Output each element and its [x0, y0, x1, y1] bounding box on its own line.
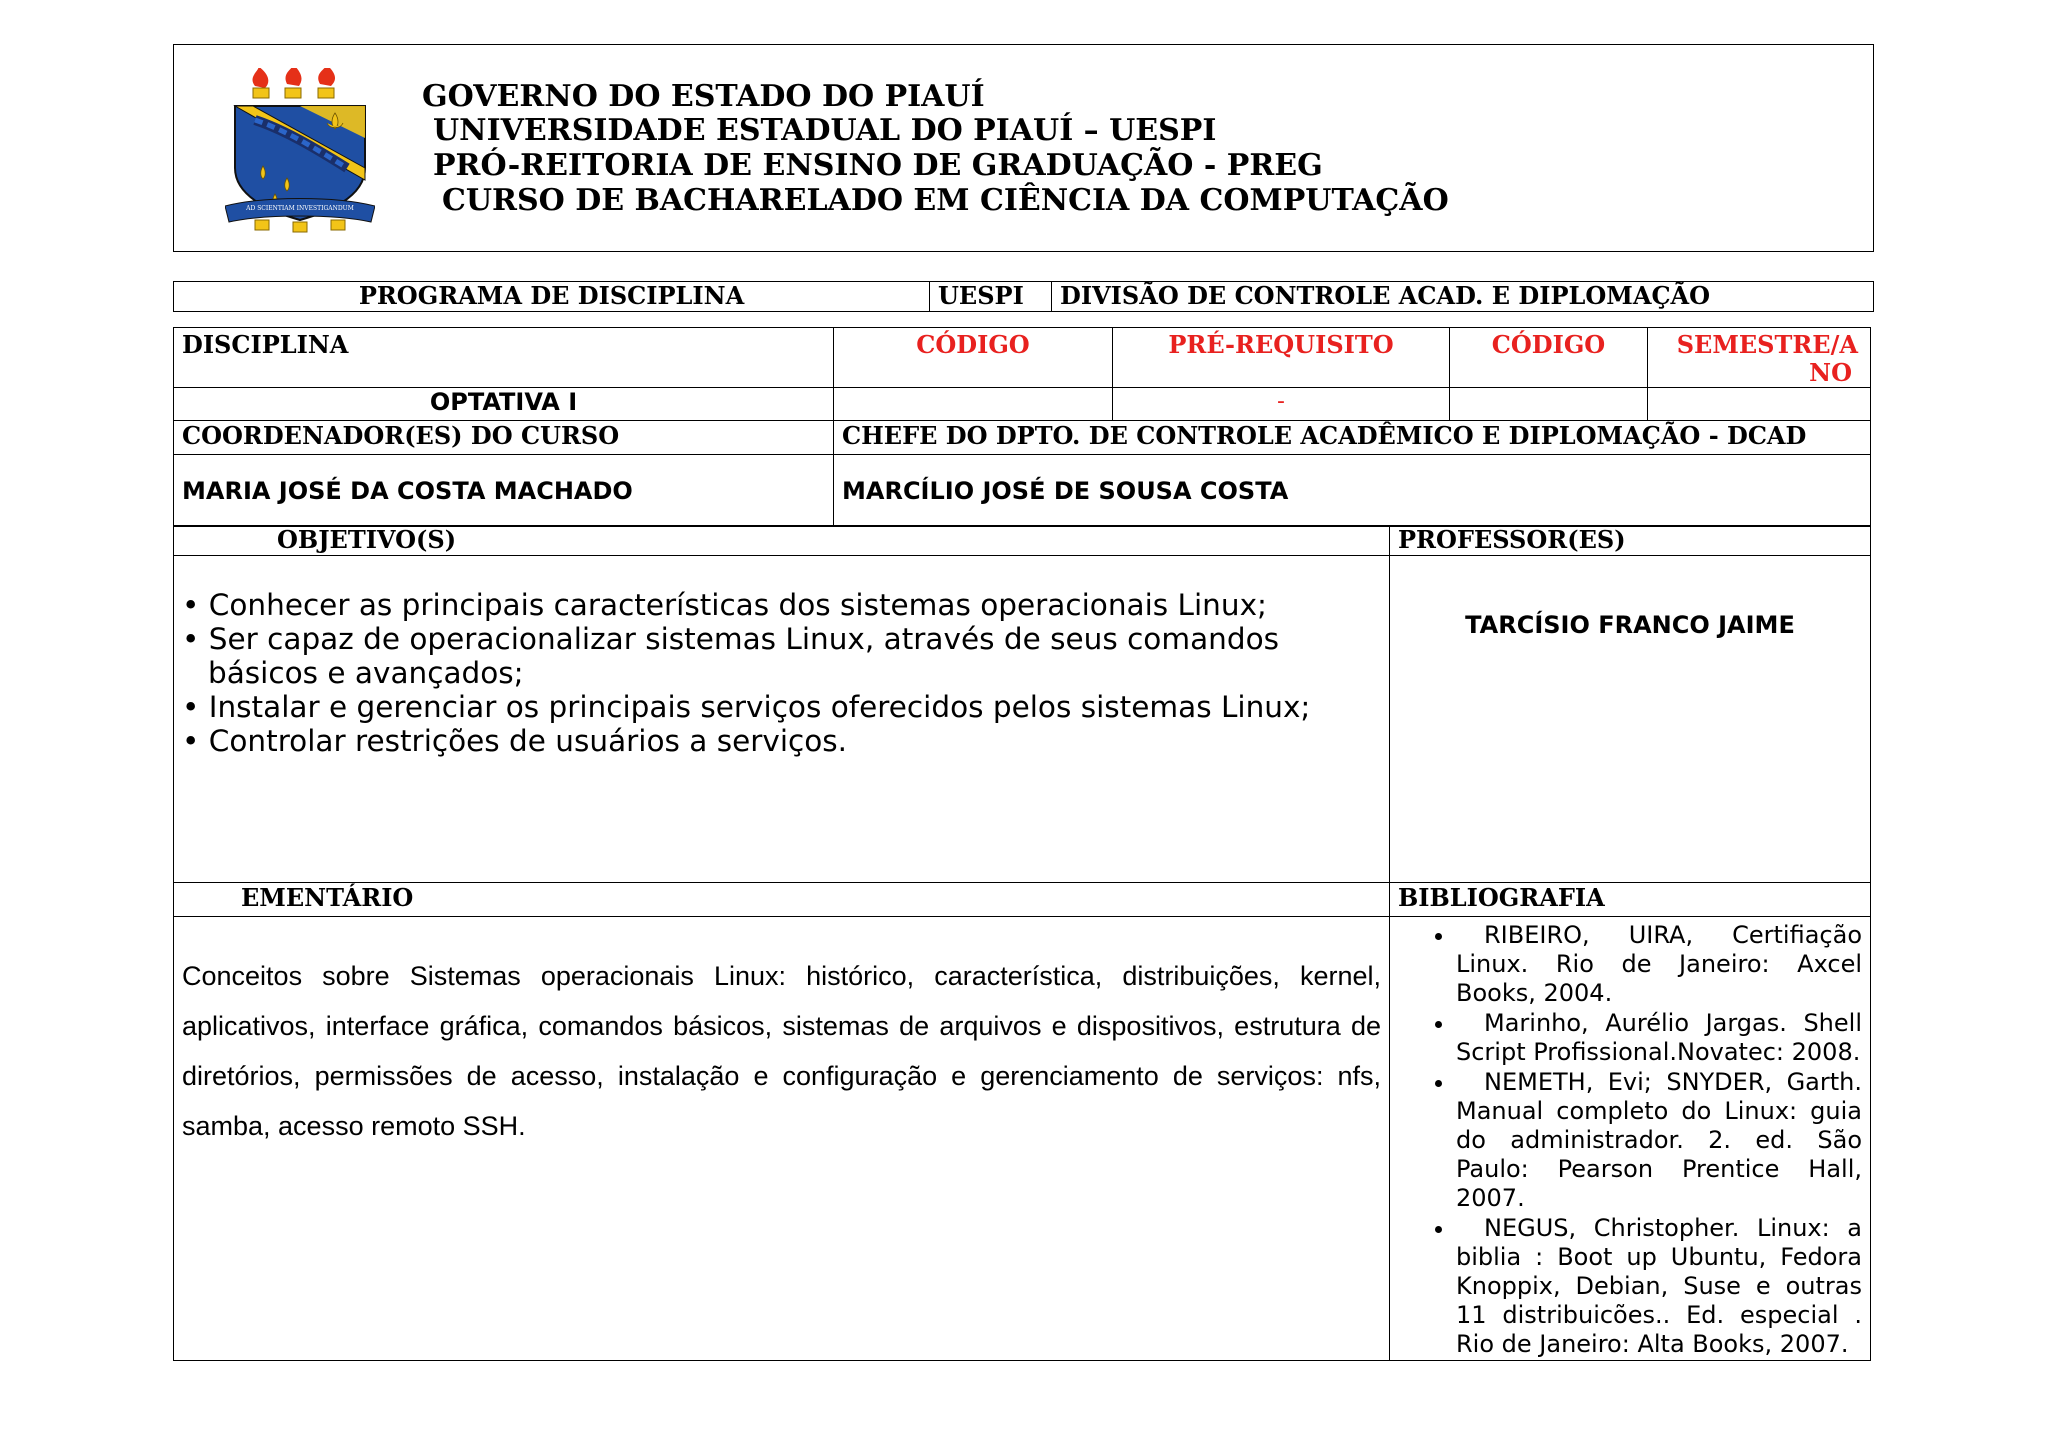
semestre-header-line1: SEMESTRE/A [1676, 330, 1858, 359]
objetivo-item: • Ser capaz de operacionalizar sistemas Linux, através de seus comandos básicos e avançados; [182, 622, 1279, 690]
bibliografia-item: • NEMETH, Evi; SNYDER, Garth. Manual completo do Linux: guia do administrador. 2. ed. São Paulo: Pearson Prentice Hall, 2007. [1456, 1068, 1862, 1213]
program-title: PROGRAMA DE DISCIPLINA [174, 282, 930, 312]
program-institution: UESPI [930, 282, 1052, 312]
header-box [173, 44, 1874, 252]
objectives-table [173, 525, 1871, 1361]
program-bar [173, 281, 1874, 312]
semestre-header-line2: NO [1809, 358, 1852, 387]
chief-name: MARCÍLIO JOSÉ DE SOUSA COSTA [834, 455, 1871, 527]
objetivo-item: • Controlar restrições de usuários a serviços. [182, 724, 848, 758]
ementario-text: Conceitos sobre Sistemas operacionais Linux: histórico, característica, distribuições, kernel, aplicativos, interface gráfica, comandos básicos, sistemas de arquivos e dispositivos, estrutura de diretórios, permissões de acesso, instalação e configuração e gerenciamento de serviços: nfs, samba, acesso remoto SSH. [182, 961, 1381, 1141]
ementario-label: EMENTÁRIO [174, 883, 1390, 917]
semestre-value [1648, 388, 1871, 421]
objetivo-item: • Conhecer as principais características dos sistemas operacionais Linux; [182, 588, 1267, 622]
coordinator-label: COORDENADOR(ES) DO CURSO [174, 421, 834, 455]
semestre-header [1648, 328, 1871, 388]
discipline-table [173, 327, 1871, 527]
professores-label: PROFESSOR(ES) [1390, 526, 1871, 556]
bibliografia-content [1390, 917, 1871, 1361]
codigo2-header: CÓDIGO [1450, 328, 1648, 388]
header-line-course: CURSO DE BACHARELADO EM CIÊNCIA DA COMPUTAÇÃO [442, 183, 1449, 218]
disciplina-value: OPTATIVA I [174, 388, 834, 421]
header-line-university: UNIVERSIDADE ESTADUAL DO PIAUÍ – UESPI [433, 113, 1217, 148]
professor-name: TARCÍSIO FRANCO JAIME [1390, 556, 1871, 883]
bibliografia-item: • Marinho, Aurélio Jargas. Shell Script Profissional.Novatec: 2008. [1456, 1009, 1862, 1067]
objetivos-content [174, 556, 1390, 883]
torch-flames [252, 68, 335, 98]
header-line-government: GOVERNO DO ESTADO DO PIAUÍ [422, 79, 985, 114]
uespi-crest-logo [225, 68, 375, 233]
objetivos-list [182, 588, 1381, 758]
codigo-header: CÓDIGO [834, 328, 1113, 388]
codigo2-value [1450, 388, 1648, 421]
header-line-pro-rectory: PRÓ-REITORIA DE ENSINO DE GRADUAÇÃO - PREG [433, 148, 1323, 183]
crest-motto: AD SCIENTIAM INVESTIGANDUM [246, 205, 354, 212]
program-division: DIVISÃO DE CONTROLE ACAD. E DIPLOMAÇÃO [1052, 282, 1874, 312]
pre-requisito-header: PRÉ-REQUISITO [1113, 328, 1450, 388]
bibliografia-item: • NEGUS, Christopher. Linux: a biblia : Boot up Ubuntu, Fedora Knoppix, Debian, Suse e outras 11 distribuicões.. Ed. especial . Rio de Janeiro: Alta Books, 2007. [1456, 1214, 1862, 1359]
pre-requisito-value: - [1113, 388, 1450, 421]
bibliografia-list [1398, 921, 1862, 1359]
ementario-content [174, 917, 1390, 1361]
objetivos-label: OBJETIVO(S) [174, 526, 1390, 556]
bibliografia-item: • RIBEIRO, UIRA, Certifiação Linux. Rio de Janeiro: Axcel Books, 2004. [1456, 921, 1862, 1008]
codigo-value [834, 388, 1113, 421]
disciplina-header: DISCIPLINA [174, 328, 834, 388]
coordinator-name: MARIA JOSÉ DA COSTA MACHADO [174, 455, 834, 527]
chief-label: CHEFE DO DPTO. DE CONTROLE ACADÊMICO E DIPLOMAÇÃO - DCAD [834, 421, 1871, 455]
bibliografia-label: BIBLIOGRAFIA [1390, 883, 1871, 917]
objetivo-item: • Instalar e gerenciar os principais serviços oferecidos pelos sistemas Linux; [182, 690, 1311, 724]
